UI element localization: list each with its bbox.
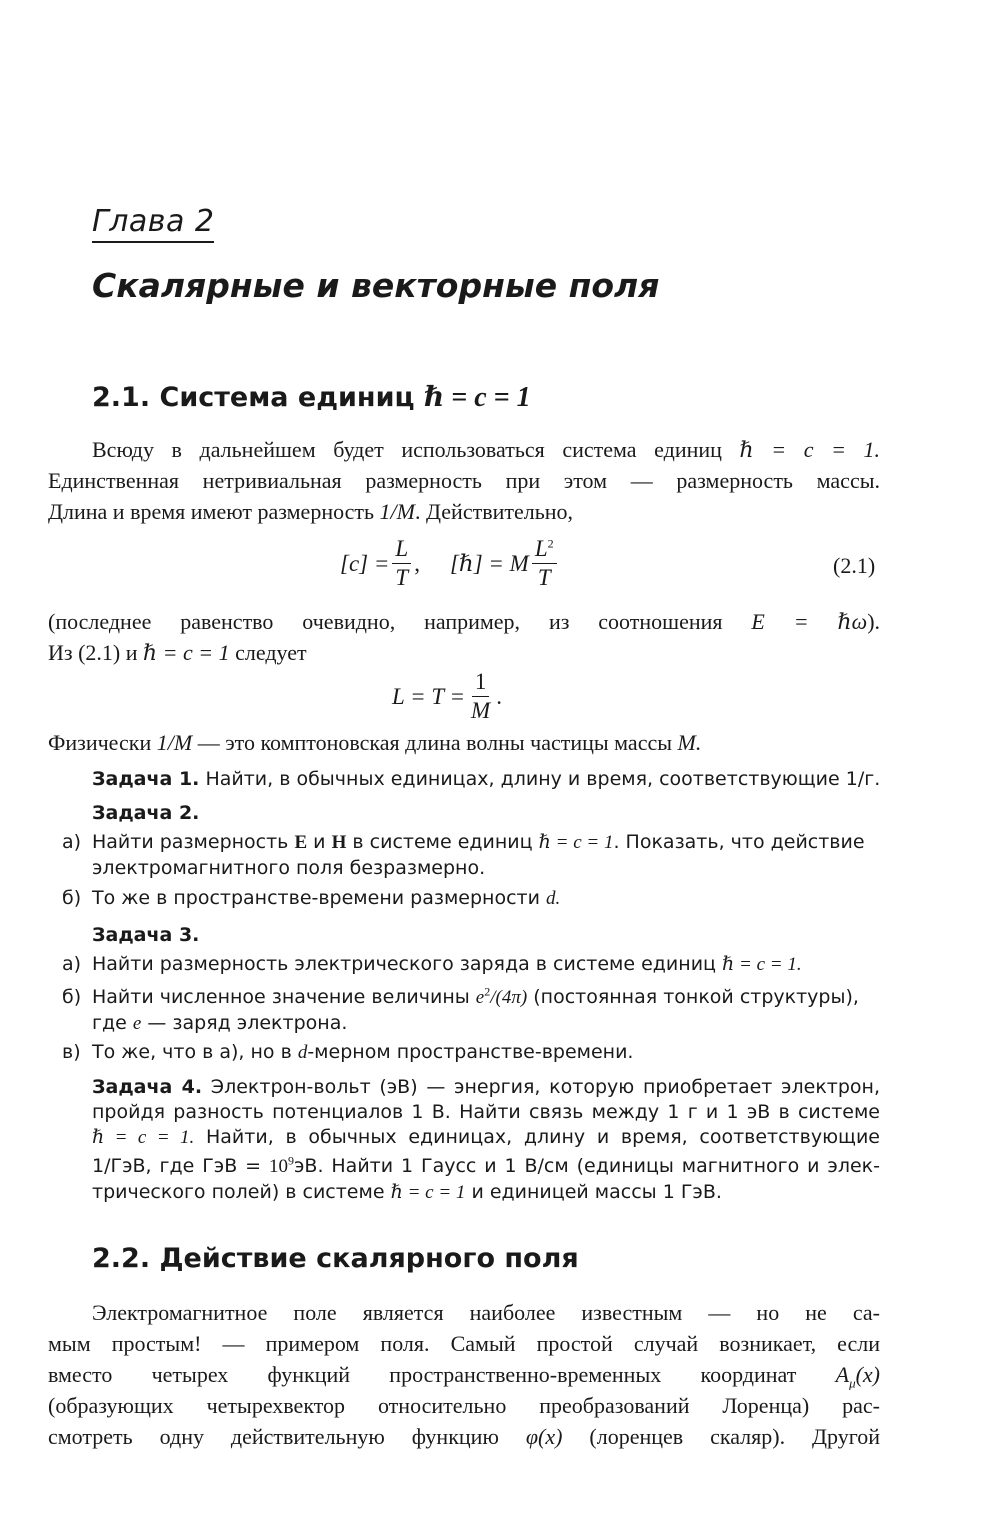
paragraph-line: (образующих четырехвектор относительно преобразований Лоренца) рас- (48, 1393, 880, 1418)
task-2-a: Найти размерность E и H в системе единиц ℏ = c = 1. Показать, что действие (92, 831, 865, 853)
item-label: б) (62, 887, 82, 909)
paragraph-line: Физически 1/M — это комптоновская длина волны частицы массы M. (48, 730, 702, 755)
task-4-line: ℏ = c = 1. Найти, в обычных единицах, длину и время, соответствующие (92, 1126, 880, 1148)
item-label: в) (62, 1041, 81, 1063)
fraction: $\frac{L}{T}$ (392, 535, 411, 592)
item-label: а) (62, 953, 82, 975)
task-2-head: Задача 2. (92, 802, 200, 824)
section-title: Действие скалярного поля (159, 1243, 579, 1274)
task-3-head: Задача 3. (92, 924, 200, 946)
task-2-a-cont: электромагнитного поля безразмерно. (92, 857, 486, 879)
paragraph-line: (последнее равенство очевидно, например, из соотношения E = ℏω). (48, 609, 881, 634)
paragraph-line: Всюду в дальнейшем будет использоваться система единиц ℏ = c = 1. (92, 437, 880, 462)
equation-number: (2.1) (833, 553, 876, 578)
paragraph-line: Из (2.1) и ℏ = c = 1 следует (48, 640, 307, 665)
equation-2-1: [c] = $\frac{L}{T}$ , [ℏ] = M $\frac{L^2}{T}$ (340, 535, 560, 592)
fraction: $\frac{1}{M}$ (471, 669, 491, 723)
task-4-line: 1/ГэВ, где ГэВ = $10^9эВ$. Найти 1 Гаусс и 1 В/см (единицы магнитного и элек- (92, 1153, 880, 1177)
task-1: Задача 1. Найти, в обычных единицах, длину и время, соответствующие 1/г. (92, 768, 881, 790)
task-3-b-cont: где e — заряд электрона. (92, 1012, 348, 1034)
fraction: $\frac{L^2}{T}$ (532, 535, 557, 592)
task-3-a: Найти размерность электрического заряда в системе единиц ℏ = c = 1. (92, 953, 802, 975)
chapter-title: Скалярные и векторные поля (92, 266, 660, 305)
paragraph-line: вместо четырех функций пространственно-временных координат $A_\mu(x)$ (48, 1362, 881, 1391)
task-3-b: Найти численное значение величины $e^2/(4\pi)$ (постоянная тонкой структуры), (92, 984, 859, 1008)
equation-compton: L = T = $\frac{1}{M}$ . (392, 669, 502, 723)
paragraph-line: смотреть одну действительную функцию φ(x) (лоренцев скаляр). Другой (48, 1424, 881, 1449)
paragraph-line: мым простым! — примером поля. Самый простой случай возникает, если (48, 1331, 880, 1356)
paragraph-line: Электромагнитное поле является наиболее известным — но не са- (92, 1300, 880, 1325)
task-4-line: трического полей) в системе ℏ = c = 1 и единицей массы 1 ГэВ. (92, 1181, 722, 1203)
section-number: 2.2. (92, 1243, 151, 1274)
item-label: а) (62, 831, 82, 853)
section-heading-2-1 (92, 380, 531, 414)
task-2-b: То же в пространстве-времени размерности d. (92, 887, 561, 909)
paragraph-line: Единственная нетривиальная размерность при этом — размерность массы. (48, 468, 880, 493)
section-number: 2.1. (92, 382, 151, 413)
task-4-line: пройдя разность потенциалов 1 В. Найти связь между 1 г и 1 эВ в системе (92, 1101, 880, 1123)
chapter-label: Глава 2 (92, 204, 214, 243)
section-heading-2-2 (92, 1243, 579, 1274)
section-title-math: ℏ = c = 1 (423, 382, 531, 413)
task-4-line: Задача 4. Электрон-вольт (эВ) — энергия, которую приобретает электрон, (92, 1076, 881, 1098)
paragraph-line: Длина и время имеют размерность 1/M. Действительно, (48, 499, 574, 524)
item-label: б) (62, 986, 82, 1008)
section-title: Система единиц (159, 382, 415, 413)
task-3-c: То же, что в а), но в d-мерном пространстве-времени. (92, 1041, 634, 1063)
